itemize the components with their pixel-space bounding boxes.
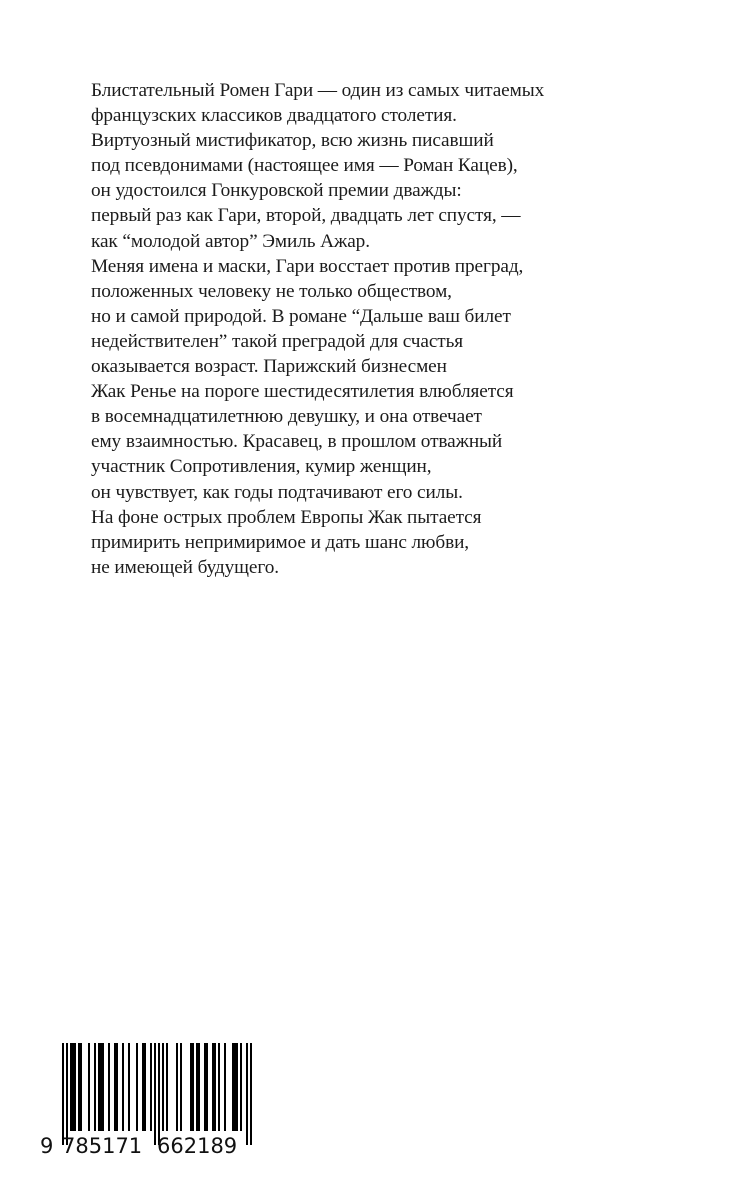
barcode-bar: [94, 1043, 96, 1131]
barcode-bar: [214, 1043, 216, 1131]
barcode-bar: [98, 1043, 100, 1131]
barcode-bar: [114, 1043, 116, 1131]
description-line: участник Сопротивления, кумир женщин,: [91, 456, 432, 478]
barcode-bar: [72, 1043, 74, 1131]
barcode-bar: [212, 1043, 214, 1131]
barcode-bar: [108, 1043, 110, 1131]
description-line: Блистательный Ромен Гари — один из самых читаемых: [91, 80, 545, 101]
book-description: [91, 78, 651, 580]
description-line: недействителен” такой преградой для счастья: [91, 330, 464, 352]
isbn-first-digit: 9: [40, 1134, 54, 1158]
description-line: не имеющей будущего.: [91, 556, 279, 578]
barcode-bar: [66, 1043, 68, 1145]
barcode-bar: [192, 1043, 194, 1131]
barcode-bar: [128, 1043, 130, 1131]
barcode-bar: [180, 1043, 182, 1131]
description-line: первый раз как Гари, второй, двадцать лет спустя, —: [91, 205, 521, 227]
description-line: он чувствует, как годы подтачивают его силы.: [91, 481, 463, 503]
barcode-bar: [232, 1043, 234, 1131]
barcode-bar: [158, 1043, 160, 1145]
description-line: оказывается возраст. Парижский бизнесмен: [91, 356, 447, 378]
barcode-bar: [166, 1043, 168, 1131]
description-line: под псевдонимами (настоящее имя — Роман Кацев),: [91, 155, 518, 177]
barcode-bar: [62, 1043, 64, 1145]
barcode-bar: [224, 1043, 226, 1131]
barcode-bar: [142, 1043, 144, 1131]
description-line: но и самой природой. В романе “Дальше ваш билет: [91, 305, 511, 327]
description-line: как “молодой автор” Эмиль Ажар.: [91, 230, 370, 252]
description-line: Меняя имена и маски, Гари восстает против преград,: [91, 255, 524, 277]
isbn-left-group: 785171: [62, 1134, 143, 1158]
barcode-bar: [240, 1043, 242, 1131]
barcode-bar: [154, 1043, 156, 1145]
barcode-bar: [102, 1043, 104, 1131]
barcode-bar: [162, 1043, 164, 1131]
barcode-bar: [246, 1043, 248, 1145]
barcode-bar: [80, 1043, 82, 1131]
barcode-bar: [250, 1043, 252, 1145]
description-line: примирить непримиримое и дать шанс любви,: [91, 531, 470, 553]
barcode-bar: [196, 1043, 198, 1131]
barcode-bar: [218, 1043, 220, 1131]
barcode-bar: [206, 1043, 208, 1131]
barcode-bar: [176, 1043, 178, 1131]
description-line: На фоне острых проблем Европы Жак пытается: [91, 506, 482, 528]
barcode-bar: [88, 1043, 90, 1131]
barcode-bar: [122, 1043, 124, 1131]
barcode-bar: [136, 1043, 138, 1131]
barcode-bar: [70, 1043, 72, 1131]
barcode-bar: [78, 1043, 80, 1131]
description-line: ему взаимностью. Красавец, в прошлом отважный: [91, 431, 503, 453]
barcode-bar: [144, 1043, 146, 1131]
barcode-bar: [198, 1043, 200, 1131]
description-line: положенных человеку не только обществом,: [91, 280, 452, 302]
barcode-bar: [150, 1043, 152, 1131]
description-line: в восемнадцатилетнюю девушку, и она отвечает: [91, 406, 482, 428]
barcode-bar: [236, 1043, 238, 1131]
barcode-bar: [234, 1043, 236, 1131]
description-line: Виртуозный мистификатор, всю жизнь писавший: [91, 130, 494, 152]
barcode-bar: [100, 1043, 102, 1131]
barcode-bar: [116, 1043, 118, 1131]
barcode-bar: [74, 1043, 76, 1131]
description-line: Жак Ренье на пороге шестидесятилетия влюбляется: [91, 381, 514, 403]
barcode-bar: [190, 1043, 192, 1131]
isbn-right-group: 662189: [157, 1134, 238, 1158]
description-line: он удостоился Гонкуровской премии дважды:: [91, 180, 462, 202]
description-line: французских классиков двадцатого столетия.: [91, 105, 457, 127]
barcode-bar: [204, 1043, 206, 1131]
